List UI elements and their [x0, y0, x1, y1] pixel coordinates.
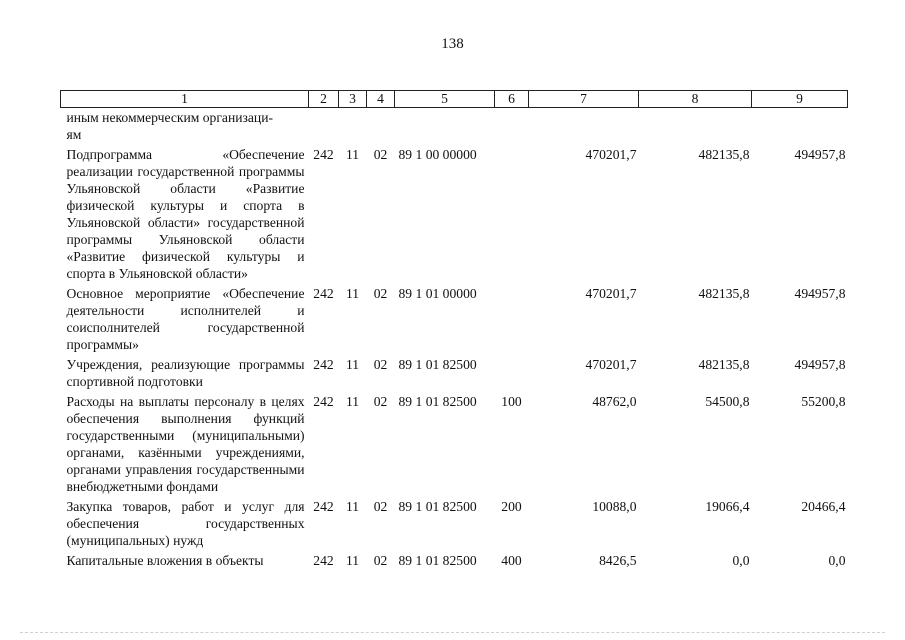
header-cell-6: 6 [495, 91, 529, 108]
cell-9: 0,0 [828, 553, 846, 568]
cell-3: 11 [345, 357, 360, 372]
cell-7: 10088,0 [592, 499, 637, 514]
cell-4: 02 [373, 499, 388, 514]
cell-4: 02 [373, 553, 388, 568]
cell-3: 11 [345, 286, 360, 301]
row-name: Капитальные вложения в объекты [66, 553, 264, 568]
header-cell-2: 2 [309, 91, 339, 108]
cell-8: 482135,8 [698, 357, 750, 372]
cell-2: 242 [313, 553, 334, 568]
row-name: иным некоммерческим организаци- ям [66, 110, 273, 142]
cell-8: 54500,8 [705, 394, 750, 409]
cell-8: 19066,4 [705, 499, 750, 514]
table-row [61, 549, 848, 569]
header-cell-9: 9 [752, 91, 848, 108]
cell-6 [495, 282, 529, 353]
cell-7: 470201,7 [585, 357, 637, 372]
cell-8: 482135,8 [698, 147, 750, 162]
cell-2: 242 [313, 357, 334, 372]
cell-7: 470201,7 [585, 286, 637, 301]
cell-8: 0,0 [732, 553, 750, 568]
cell-6: 200 [501, 499, 522, 514]
cell-7: 8426,5 [599, 553, 637, 568]
header-cell-7: 7 [529, 91, 639, 108]
cell-9: 494957,8 [794, 147, 846, 162]
cell-9 [752, 108, 848, 144]
cell-3: 11 [345, 147, 360, 162]
page-number: 138 [441, 36, 464, 52]
budget-table [60, 90, 848, 569]
cell-2: 242 [313, 286, 334, 301]
cell-4: 02 [373, 394, 388, 409]
cell-3: 11 [345, 394, 360, 409]
cell-5: 89 1 01 00000 [398, 286, 477, 301]
table-row [61, 390, 848, 495]
cell-7 [529, 108, 639, 144]
scan-bottom-edge [20, 632, 885, 634]
cell-8 [639, 108, 752, 144]
row-name: Закупка товаров, работ и услуг для обеспечения государственных (муниципальных) нужд [66, 499, 305, 548]
table-row [61, 282, 848, 353]
cell-5: 89 1 01 82500 [398, 553, 477, 568]
header-cell-5: 5 [395, 91, 495, 108]
cell-9: 494957,8 [794, 286, 846, 301]
header-cell-3: 3 [339, 91, 367, 108]
cell-8: 482135,8 [698, 286, 750, 301]
cell-5: 89 1 00 00000 [398, 147, 477, 162]
cell-2: 242 [313, 499, 334, 514]
cell-5: 89 1 01 82500 [398, 394, 477, 409]
cell-7: 470201,7 [585, 147, 637, 162]
cell-5: 89 1 01 82500 [398, 499, 477, 514]
cell-3: 11 [345, 499, 360, 514]
cell-4: 02 [373, 147, 388, 162]
cell-2 [309, 108, 339, 144]
cell-6 [495, 108, 529, 144]
row-name: Расходы на выплаты персоналу в целях обеспечения выполнения функций государственными (муниципальными) органами, казёнными учреждениями, органами управления государственными внебюджетными фондами [66, 394, 305, 494]
table-row [61, 495, 848, 549]
cell-7: 48762,0 [592, 394, 637, 409]
table-row [61, 143, 848, 282]
cell-9: 494957,8 [794, 357, 846, 372]
cell-2: 242 [313, 394, 334, 409]
cell-6: 400 [501, 553, 522, 568]
row-name: Подпрограмма «Обеспечение реализации государственной программы Ульяновской области «Развитие физической культуры и спорта в Ульяновской области» государственной программы Ульяновской области «Развитие физической культуры и спорта в Ульяновской области» [66, 147, 305, 281]
header-cell-1: 1 [61, 91, 309, 108]
cell-9: 55200,8 [801, 394, 846, 409]
cell-3 [339, 108, 367, 144]
cell-5: 89 1 01 82500 [398, 357, 477, 372]
cell-6: 100 [501, 394, 522, 409]
cell-4: 02 [373, 286, 388, 301]
header-cell-8: 8 [639, 91, 752, 108]
cell-5 [395, 108, 495, 144]
header-cell-4: 4 [367, 91, 395, 108]
table-row [61, 108, 848, 144]
cell-9: 20466,4 [801, 499, 846, 514]
row-name: Основное мероприятие «Обеспечение деятельности исполнителей и соисполнителей государственной программы» [66, 286, 305, 352]
cell-4: 02 [373, 357, 388, 372]
row-name: Учреждения, реализующие программы спортивной подготовки [66, 357, 305, 389]
cell-2: 242 [313, 147, 334, 162]
cell-4 [367, 108, 395, 144]
cell-6 [495, 143, 529, 282]
cell-6 [495, 353, 529, 390]
table-row [61, 353, 848, 390]
cell-3: 11 [345, 553, 360, 568]
table-header-row [61, 91, 848, 108]
